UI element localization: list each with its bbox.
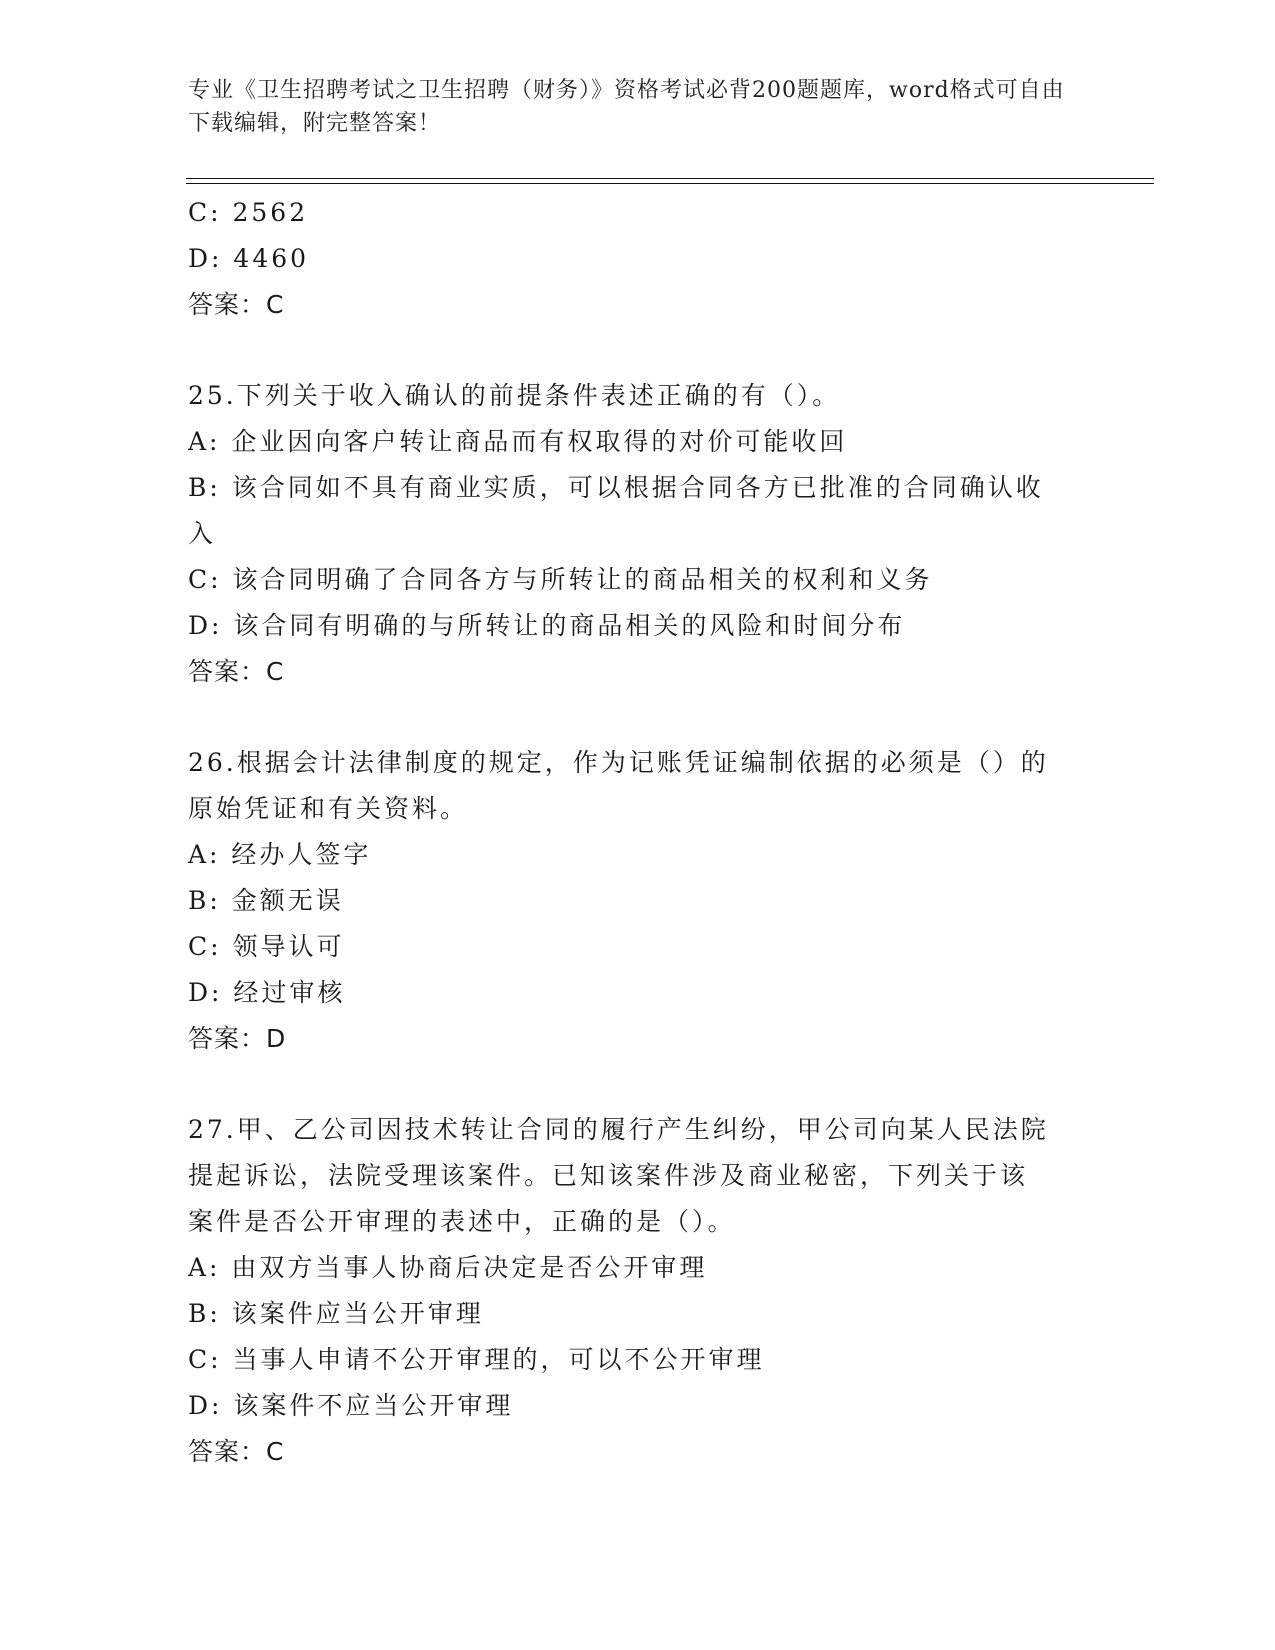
option-a: A: 由双方当事人协商后决定是否公开审理: [188, 1253, 708, 1282]
spacer: [188, 328, 1088, 373]
option-c: C: 2562: [188, 198, 309, 227]
document-header: 专业《卫生招聘考试之卫生招聘（财务）》资格考试必背200题题库，word格式可自由下载编辑，附完整答案！: [188, 78, 1065, 136]
option-d: D: 该案件不应当公开审理: [188, 1391, 514, 1420]
header-rule-bottom: [186, 183, 1154, 184]
question-text-continued: 原始凭证和有关资料。: [188, 794, 469, 823]
option-d: D: 该合同有明确的与所转让的商品相关的风险和时间分布: [188, 611, 906, 640]
answer-line: 答案：D: [188, 1024, 287, 1053]
option-b-continued: 入: [188, 519, 217, 548]
option-d: D: 4460: [188, 244, 310, 273]
question-text-continued: 案件是否公开审理的表述中，正确的是（）。: [188, 1207, 736, 1236]
option-c: C: 当事人申请不公开审理的，可以不公开审理: [188, 1345, 765, 1374]
question-text: 26.根据会计法律制度的规定，作为记账凭证编制依据的必须是（）的: [188, 748, 1049, 777]
answer-line: 答案：C: [188, 657, 285, 686]
spacer: [188, 695, 1088, 740]
question-text: 27.甲、乙公司因技术转让合同的履行产生纠纷，甲公司向某人民法院: [188, 1115, 1049, 1144]
answer-line: 答案：C: [188, 1437, 285, 1466]
option-c: C: 领导认可: [188, 932, 345, 961]
question-block-25: [188, 373, 1088, 695]
question-block-27: [188, 1107, 1088, 1475]
option-d: D: 经过审核: [188, 978, 346, 1007]
document-body: [188, 190, 1088, 1475]
header-rule-top: [186, 178, 1154, 179]
answer-line: 答案：C: [188, 290, 285, 319]
option-b: B: 金额无误: [188, 886, 344, 915]
question-block-24: [188, 190, 1088, 328]
spacer: [188, 1062, 1088, 1107]
option-c: C: 该合同明确了合同各方与所转让的商品相关的权利和义务: [188, 565, 933, 594]
question-text: 25.下列关于收入确认的前提条件表述正确的有（）。: [188, 381, 841, 410]
option-b: B: 该案件应当公开审理: [188, 1299, 484, 1328]
question-text-continued: 提起诉讼，法院受理该案件。已知该案件涉及商业秘密，下列关于该: [188, 1161, 1029, 1190]
question-block-26: [188, 740, 1088, 1062]
option-b: B: 该合同如不具有商业实质，可以根据合同各方已批准的合同确认收: [188, 473, 1044, 502]
option-a: A: 经办人签字: [188, 840, 372, 869]
option-a: A: 企业因向客户转让商品而有权取得的对价可能收回: [188, 427, 848, 456]
